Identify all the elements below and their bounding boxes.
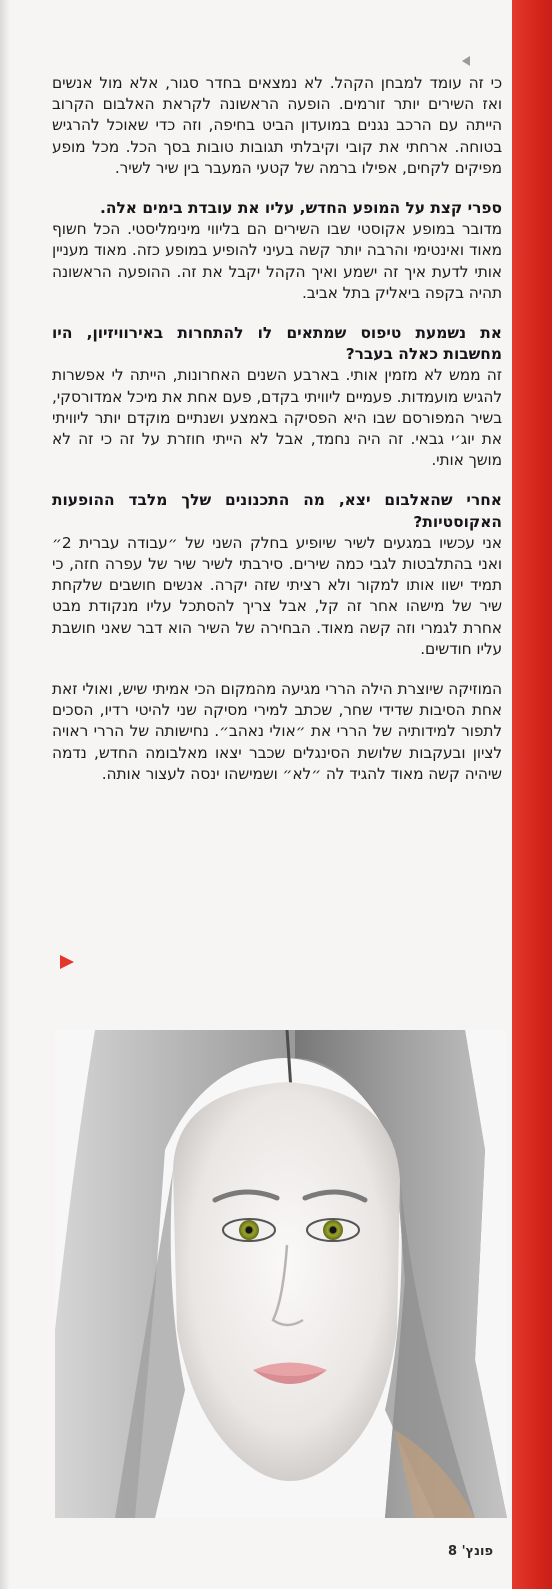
interview-answer-3: אני עכשיו במגעים לשיר שיופיע בחלק השני של ״עבודה עברית 2״ ואני בהתלבטות לגבי כמה שירים. סירבתי לשיר שיר של עפרה חזה, כי תמיד ישוו אותו למקור ולא רציתי שזה יקרה. אנשים חושבים שלקחת שיר של מישהו אחר זה קל, אבל צריך להסתכל עליו מנקודת מבט אחרת לגמרי וזה קשה מאוד. הבחירה של השיר הוא דבר שאני חושבת עליו חודשים. [52,533,502,658]
portrait-photo [55,1030,507,1518]
interview-question-1: ספרי קצת על המופע החדש, עליו את עובדת בימים אלה. [100,199,502,218]
end-of-article-arrow-icon [60,955,74,969]
portrait-illustration [55,1030,507,1518]
interview-answer-2: זה ממש לא מזמין אותי. בארבע השנים האחרונות, הייתה לי אפשרות להגיש מועמדות. פעמיים ליוויתי בקדם, פעם אחת את מיכל אמדורסקי, בשיר המפורסם שבו היא הפסיקה באמצע ושנתיים מוקדם יותר ליוויתי את יוג׳י גבאי. זה היה נחמד, אבל לא הייתי חוזרת על זה כי זה לא מושך אותי. [52,366,502,470]
interview-answer-1: מדובר במופע אקוסטי שבו השירים הם בליווי מינימליסטי. הכל חשוף מאוד ואינטימי והרבה יותר קשה בעיני להופיע במופע כזה. מאוד מעניין אותי לדעת איך זה ישמע ואיך הקהל יקבל את זה. ההופעה הראשונה תהיה בקפה ביאליק בתל אביב. [52,220,502,302]
interview-question-3: אחרי שהאלבום יצא, מה התכנונים שלך מלבד ההופעות האקוסטיות? [52,491,502,531]
article-paragraph-intro: כי זה עומד למבחן הקהל. לא נמצאים בחדר סגור, אלא מול אנשים ואז השירים יותר זורמים. הופעה הראשונה לקראת האלבום הקרוב הייתה עם הרכב נגנים במועדון הביט בחיפה, וזה כדי שאוכל להרגיש בטוחה. ארחתי את קובי וקיבלתי תגובות טובות בסך הכל. מכל מופע מפיקים לקחים, אפילו ברמה של קטעי המעבר בין שיר לשיר. [52,74,502,177]
article-paragraph-closing: המוזיקה שיוצרת הילה הררי מגיעה מהמקום הכי אמיתי שיש, ואולי זאת אחת הסיבות שדידי שחר, שכתב למירי מסיקה שני להיטי רדיו, הסכים לתפור למידותיה של הררי את ״אולי נאהב״. נחישותה של הררי ראויה לציון ובעקבות שלושת הסינגלים שכבר יצאו מאלבומה החדש, נדמה שיהיה קשה מאוד להגיד לה ״לא״ ושמישהו ינסה לעצור אותה. [52,680,502,783]
page-number: פונץ' 8 [448,1544,494,1559]
page-gutter-shadow [0,0,10,1589]
interview-question-2: את נשמעת טיפוס שמתאים לו להתחרות באירוויזיון, היו מחשבות כאלה בעבר? [52,324,502,364]
red-edge-bar [512,0,552,1589]
article-column [52,52,502,785]
